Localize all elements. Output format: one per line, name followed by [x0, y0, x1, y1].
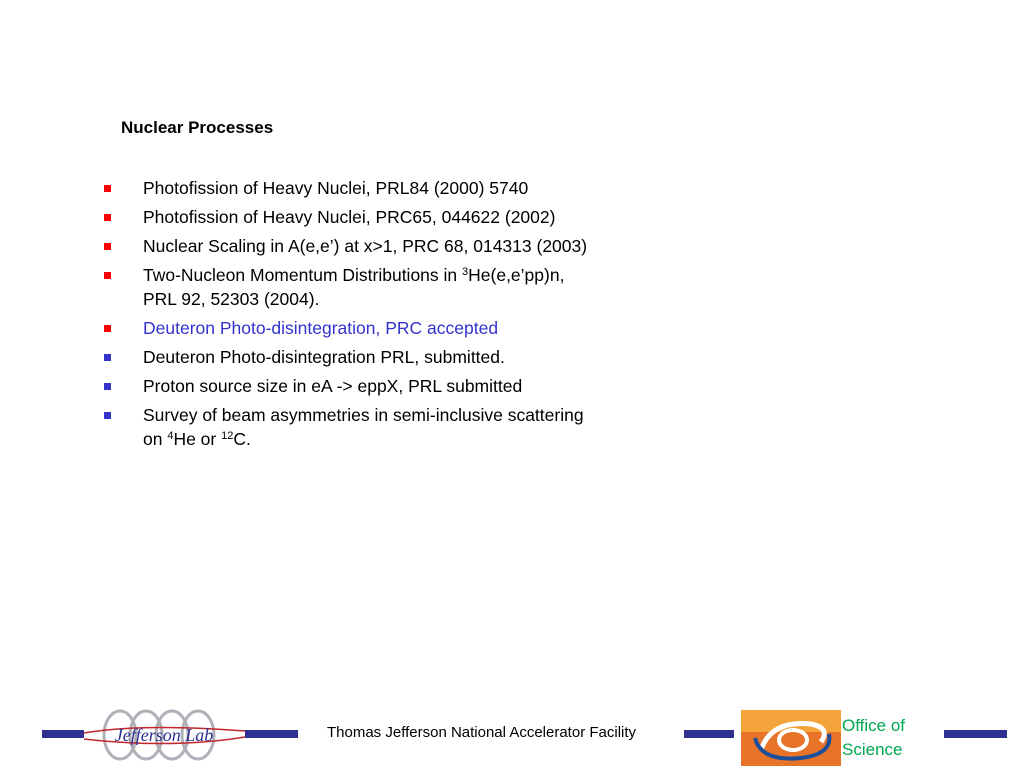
bullet-item: [104, 374, 664, 398]
doe-logo: [741, 710, 841, 766]
bullet-text: Two-Nucleon Momentum Distributions in: [143, 265, 463, 285]
superscript: 4: [167, 430, 174, 442]
bullet-text: Survey of beam asymmetries in semi-inclusive scattering: [143, 405, 584, 425]
bullet-marker: [104, 185, 111, 192]
bullet-item: [104, 263, 664, 311]
bullet-item: [104, 345, 664, 369]
footer-bar: [684, 730, 734, 738]
bullet-text: Deuteron Photo-disintegration PRL, submitted.: [143, 347, 505, 367]
bullet-text: PRL 92, 52303 (2004).: [143, 289, 320, 309]
superscript: 12: [221, 430, 234, 442]
office-line: Science: [842, 740, 903, 759]
bullet-text: He(e,e’pp)n,: [468, 265, 565, 285]
office-line: Office of: [842, 716, 905, 735]
superscript: 3: [462, 266, 469, 278]
bullet-item: [104, 234, 664, 258]
bullet-marker: [104, 243, 111, 250]
bullet-text: He or: [173, 429, 222, 449]
bullet-text: Nuclear Scaling in A(e,e’) at x>1, PRC 68, 014313 (2003): [143, 236, 588, 256]
bullet-item: [104, 403, 664, 451]
bullet-text: on: [143, 429, 168, 449]
footer-bar: [42, 730, 84, 738]
bullet-item: [104, 205, 664, 229]
bullet-marker: [104, 383, 111, 390]
footer: [0, 700, 1024, 768]
facility-name: Thomas Jefferson National Accelerator Facility: [327, 724, 637, 741]
bullet-text: C.: [233, 429, 251, 449]
bullet-item: [104, 176, 664, 200]
bullet-item: [104, 316, 664, 340]
slide-title: Nuclear Processes: [121, 118, 274, 137]
bullet-marker: [104, 214, 111, 221]
footer-bar: [245, 730, 298, 738]
bullet-marker: [104, 272, 111, 279]
office-of-science: [842, 714, 905, 762]
bullet-marker: [104, 412, 111, 419]
logo-text: Jefferson Lab: [114, 725, 214, 745]
bullet-marker: [104, 325, 111, 332]
bullet-text: Photofission of Heavy Nuclei, PRL84 (2000) 5740: [143, 178, 529, 198]
bullet-marker: [104, 354, 111, 361]
footer-bar: [944, 730, 1007, 738]
jefferson-lab-logo: [82, 705, 247, 765]
bullet-text: Photofission of Heavy Nuclei, PRC65, 044622 (2002): [143, 207, 556, 227]
bullet-list: [104, 176, 664, 456]
bullet-text: Proton source size in eA -> eppX, PRL submitted: [143, 376, 523, 396]
bullet-text: Deuteron Photo-disintegration, PRC accepted: [143, 318, 499, 338]
